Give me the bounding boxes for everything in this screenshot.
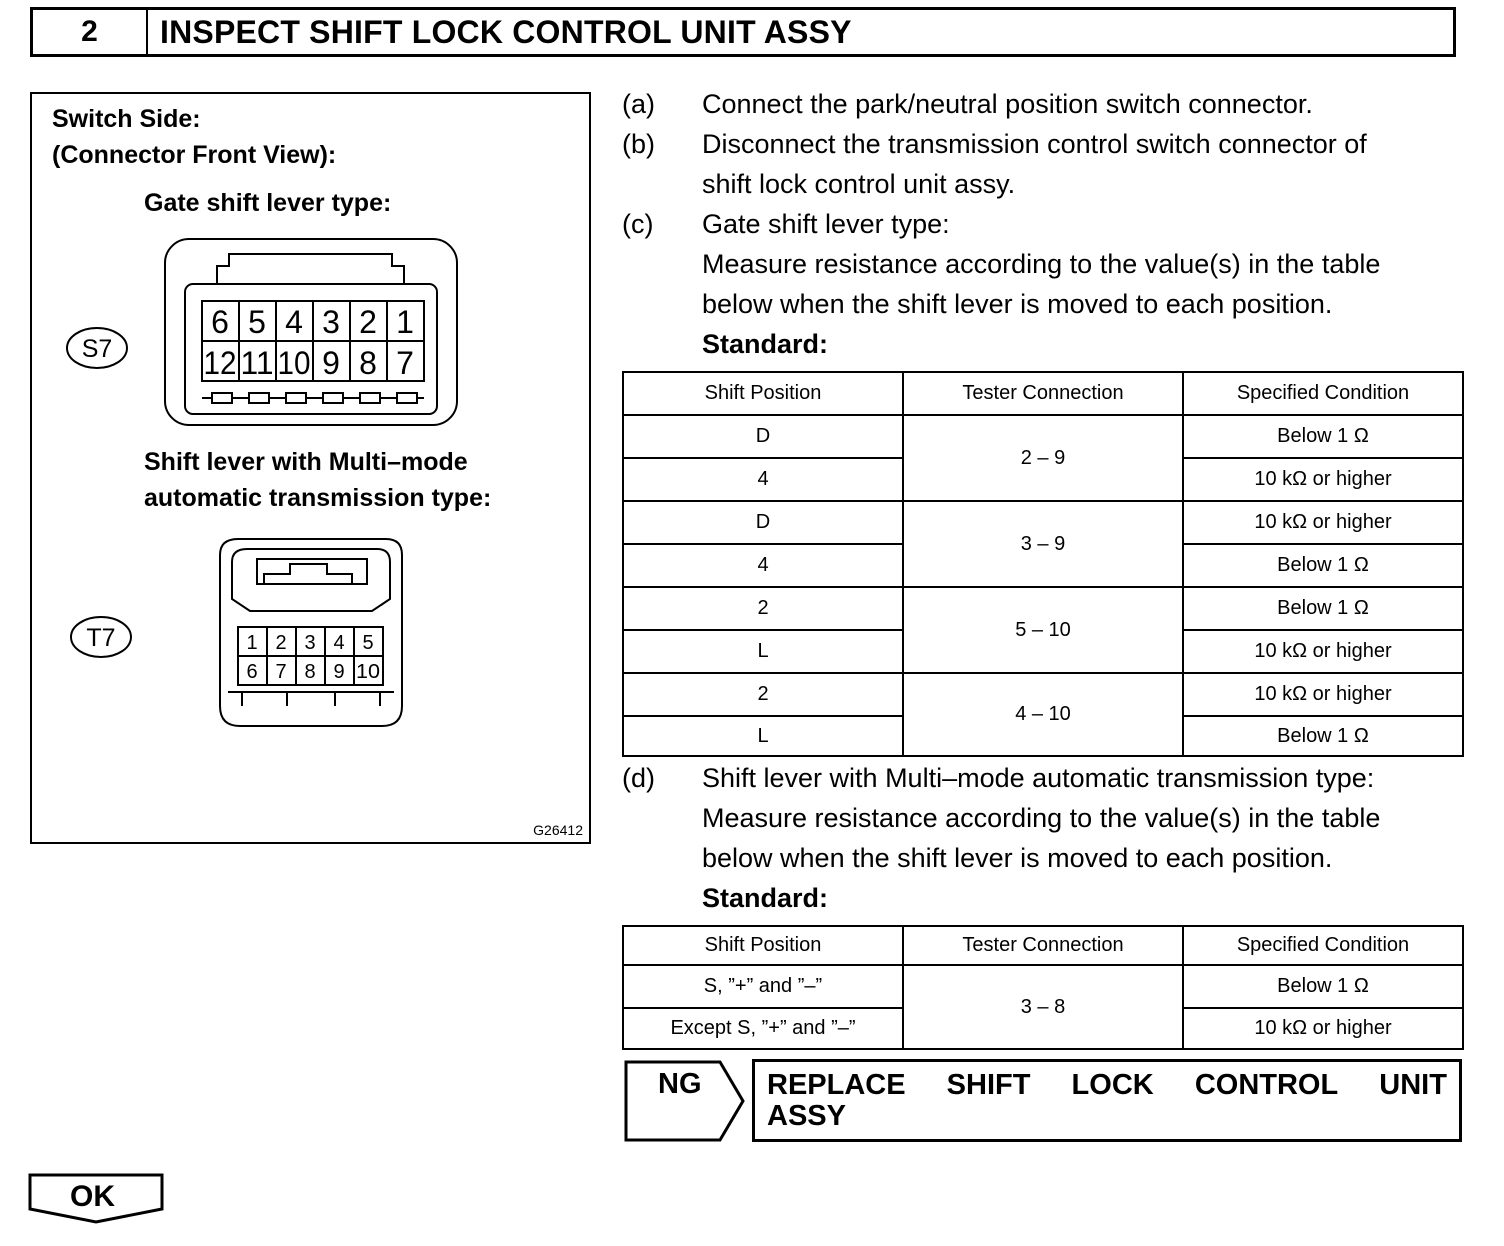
column-header: Specified Condition (1183, 372, 1463, 415)
condition-cell: 10 kΩ or higher (1183, 673, 1463, 716)
s7-pin: 7 (396, 345, 414, 381)
shift-position-cell: 2 (623, 587, 903, 630)
s7-pin: 8 (359, 345, 377, 381)
shift-position-cell: 4 (623, 544, 903, 587)
t7-pin: 4 (333, 632, 345, 654)
ng-label: NG (658, 1068, 702, 1100)
t7-pin: 2 (275, 632, 287, 654)
s7-pin: 11 (240, 345, 274, 381)
step-letter: (a) (622, 89, 655, 119)
condition-cell: Below 1 Ω (1183, 415, 1463, 458)
shift-position-cell: D (623, 415, 903, 458)
t7-pin: 8 (304, 661, 316, 683)
ng-action-word: UNIT (1379, 1069, 1447, 1101)
t7-pin: 6 (246, 661, 258, 683)
s7-pin: 10 (277, 345, 311, 381)
column-header: Shift Position (623, 372, 903, 415)
spec-table-multimode (622, 925, 1464, 1050)
step-letter: (b) (622, 129, 655, 159)
shift-position-cell: 2 (623, 673, 903, 716)
step-b (622, 124, 1472, 204)
tester-connection-cell: 2 – 9 (903, 415, 1183, 501)
t7-pin: 7 (275, 661, 287, 683)
step-text: below when the shift lever is moved to each position. (702, 289, 1333, 319)
table-row (623, 587, 1463, 630)
connector-drawings (32, 94, 589, 842)
s7-pin: 1 (396, 304, 414, 340)
shift-position-cell: 4 (623, 458, 903, 501)
ng-action-word: REPLACE (767, 1069, 906, 1101)
ng-action-line2: ASSY (767, 1100, 846, 1132)
step-a (622, 84, 1472, 124)
condition-cell: Below 1 Ω (1183, 587, 1463, 630)
step-text: Measure resistance according to the value(s) in the table (702, 249, 1381, 279)
t7-pin: 1 (246, 632, 258, 654)
shift-position-cell: S, ”+” and ”–” (623, 965, 903, 1008)
standard-label: Standard: (702, 883, 829, 913)
shift-position-cell: Except S, ”+” and ”–” (623, 1008, 903, 1049)
step-text: Shift lever with Multi–mode automatic transmission type: (702, 763, 1375, 793)
s7-pin: 2 (359, 304, 377, 340)
t7-pin: 3 (304, 632, 316, 654)
condition-cell: 10 kΩ or higher (1183, 1008, 1463, 1049)
column-header: Tester Connection (903, 372, 1183, 415)
s7-label: S7 (81, 335, 113, 363)
step-text: Disconnect the transmission control switch connector of (702, 129, 1367, 159)
ng-action-word: CONTROL (1194, 1069, 1339, 1101)
condition-cell: 10 kΩ or higher (1183, 458, 1463, 501)
condition-cell: 10 kΩ or higher (1183, 630, 1463, 673)
spec-table-gate (622, 371, 1464, 757)
instruction-step-d (622, 758, 1472, 918)
step-text: Gate shift lever type: (702, 209, 950, 239)
multi-mode-label-2: automatic transmission type: (144, 484, 492, 512)
step-text: below when the shift lever is moved to each position. (702, 843, 1333, 873)
front-view-label: (Connector Front View): (52, 141, 337, 169)
switch-side-label: Switch Side: (52, 105, 201, 133)
step-text: shift lock control unit assy. (702, 169, 1016, 199)
step-letter: (c) (622, 209, 654, 239)
t7-pin: 10 (356, 661, 380, 683)
ng-action-word: LOCK (1071, 1069, 1154, 1101)
s7-pin: 5 (248, 304, 266, 340)
standard-label: Standard: (702, 329, 829, 359)
shift-position-cell: D (623, 501, 903, 544)
figure-code: G26412 (533, 822, 583, 838)
instruction-steps-abc (622, 84, 1472, 364)
table-row (623, 673, 1463, 716)
table-row (623, 965, 1463, 1008)
tester-connection-cell: 3 – 9 (903, 501, 1183, 587)
condition-cell: 10 kΩ or higher (1183, 501, 1463, 544)
ok-label: OK (70, 1180, 115, 1213)
s7-pin: 9 (322, 345, 340, 381)
shift-position-cell: L (623, 630, 903, 673)
condition-cell: Below 1 Ω (1183, 544, 1463, 587)
column-header: Specified Condition (1183, 926, 1463, 965)
t7-pin: 5 (362, 632, 374, 654)
t7-pin: 9 (333, 661, 345, 683)
tester-connection-cell: 5 – 10 (903, 587, 1183, 673)
tester-connection-cell: 3 – 8 (903, 965, 1183, 1049)
step-title: INSPECT SHIFT LOCK CONTROL UNIT ASSY (160, 13, 852, 50)
gate-type-label: Gate shift lever type: (144, 189, 392, 217)
condition-cell: Below 1 Ω (1183, 965, 1463, 1008)
step-header (30, 7, 1456, 57)
ng-action-word: SHIFT (946, 1069, 1031, 1101)
condition-cell: Below 1 Ω (1183, 716, 1463, 756)
step-text: Connect the park/neutral position switch connector. (702, 89, 1313, 119)
table-row (623, 501, 1463, 544)
column-header: Tester Connection (903, 926, 1183, 965)
step-d (622, 758, 1472, 918)
s7-pin: 3 (322, 304, 340, 340)
s7-pin: 6 (211, 304, 229, 340)
tester-connection-cell: 4 – 10 (903, 673, 1183, 756)
shift-position-cell: L (623, 716, 903, 756)
connector-figure (30, 92, 591, 844)
multi-mode-label-1: Shift lever with Multi–mode (144, 448, 468, 476)
t7-label: T7 (86, 624, 116, 652)
s7-pin: 4 (285, 304, 303, 340)
step-number: 2 (33, 10, 148, 54)
s7-pin: 12 (203, 345, 237, 381)
step-letter: (d) (622, 763, 655, 793)
step-c (622, 204, 1472, 364)
step-text: Measure resistance according to the value(s) in the table (702, 803, 1381, 833)
column-header: Shift Position (623, 926, 903, 965)
table-row (623, 415, 1463, 458)
ng-action-box (752, 1059, 1462, 1142)
